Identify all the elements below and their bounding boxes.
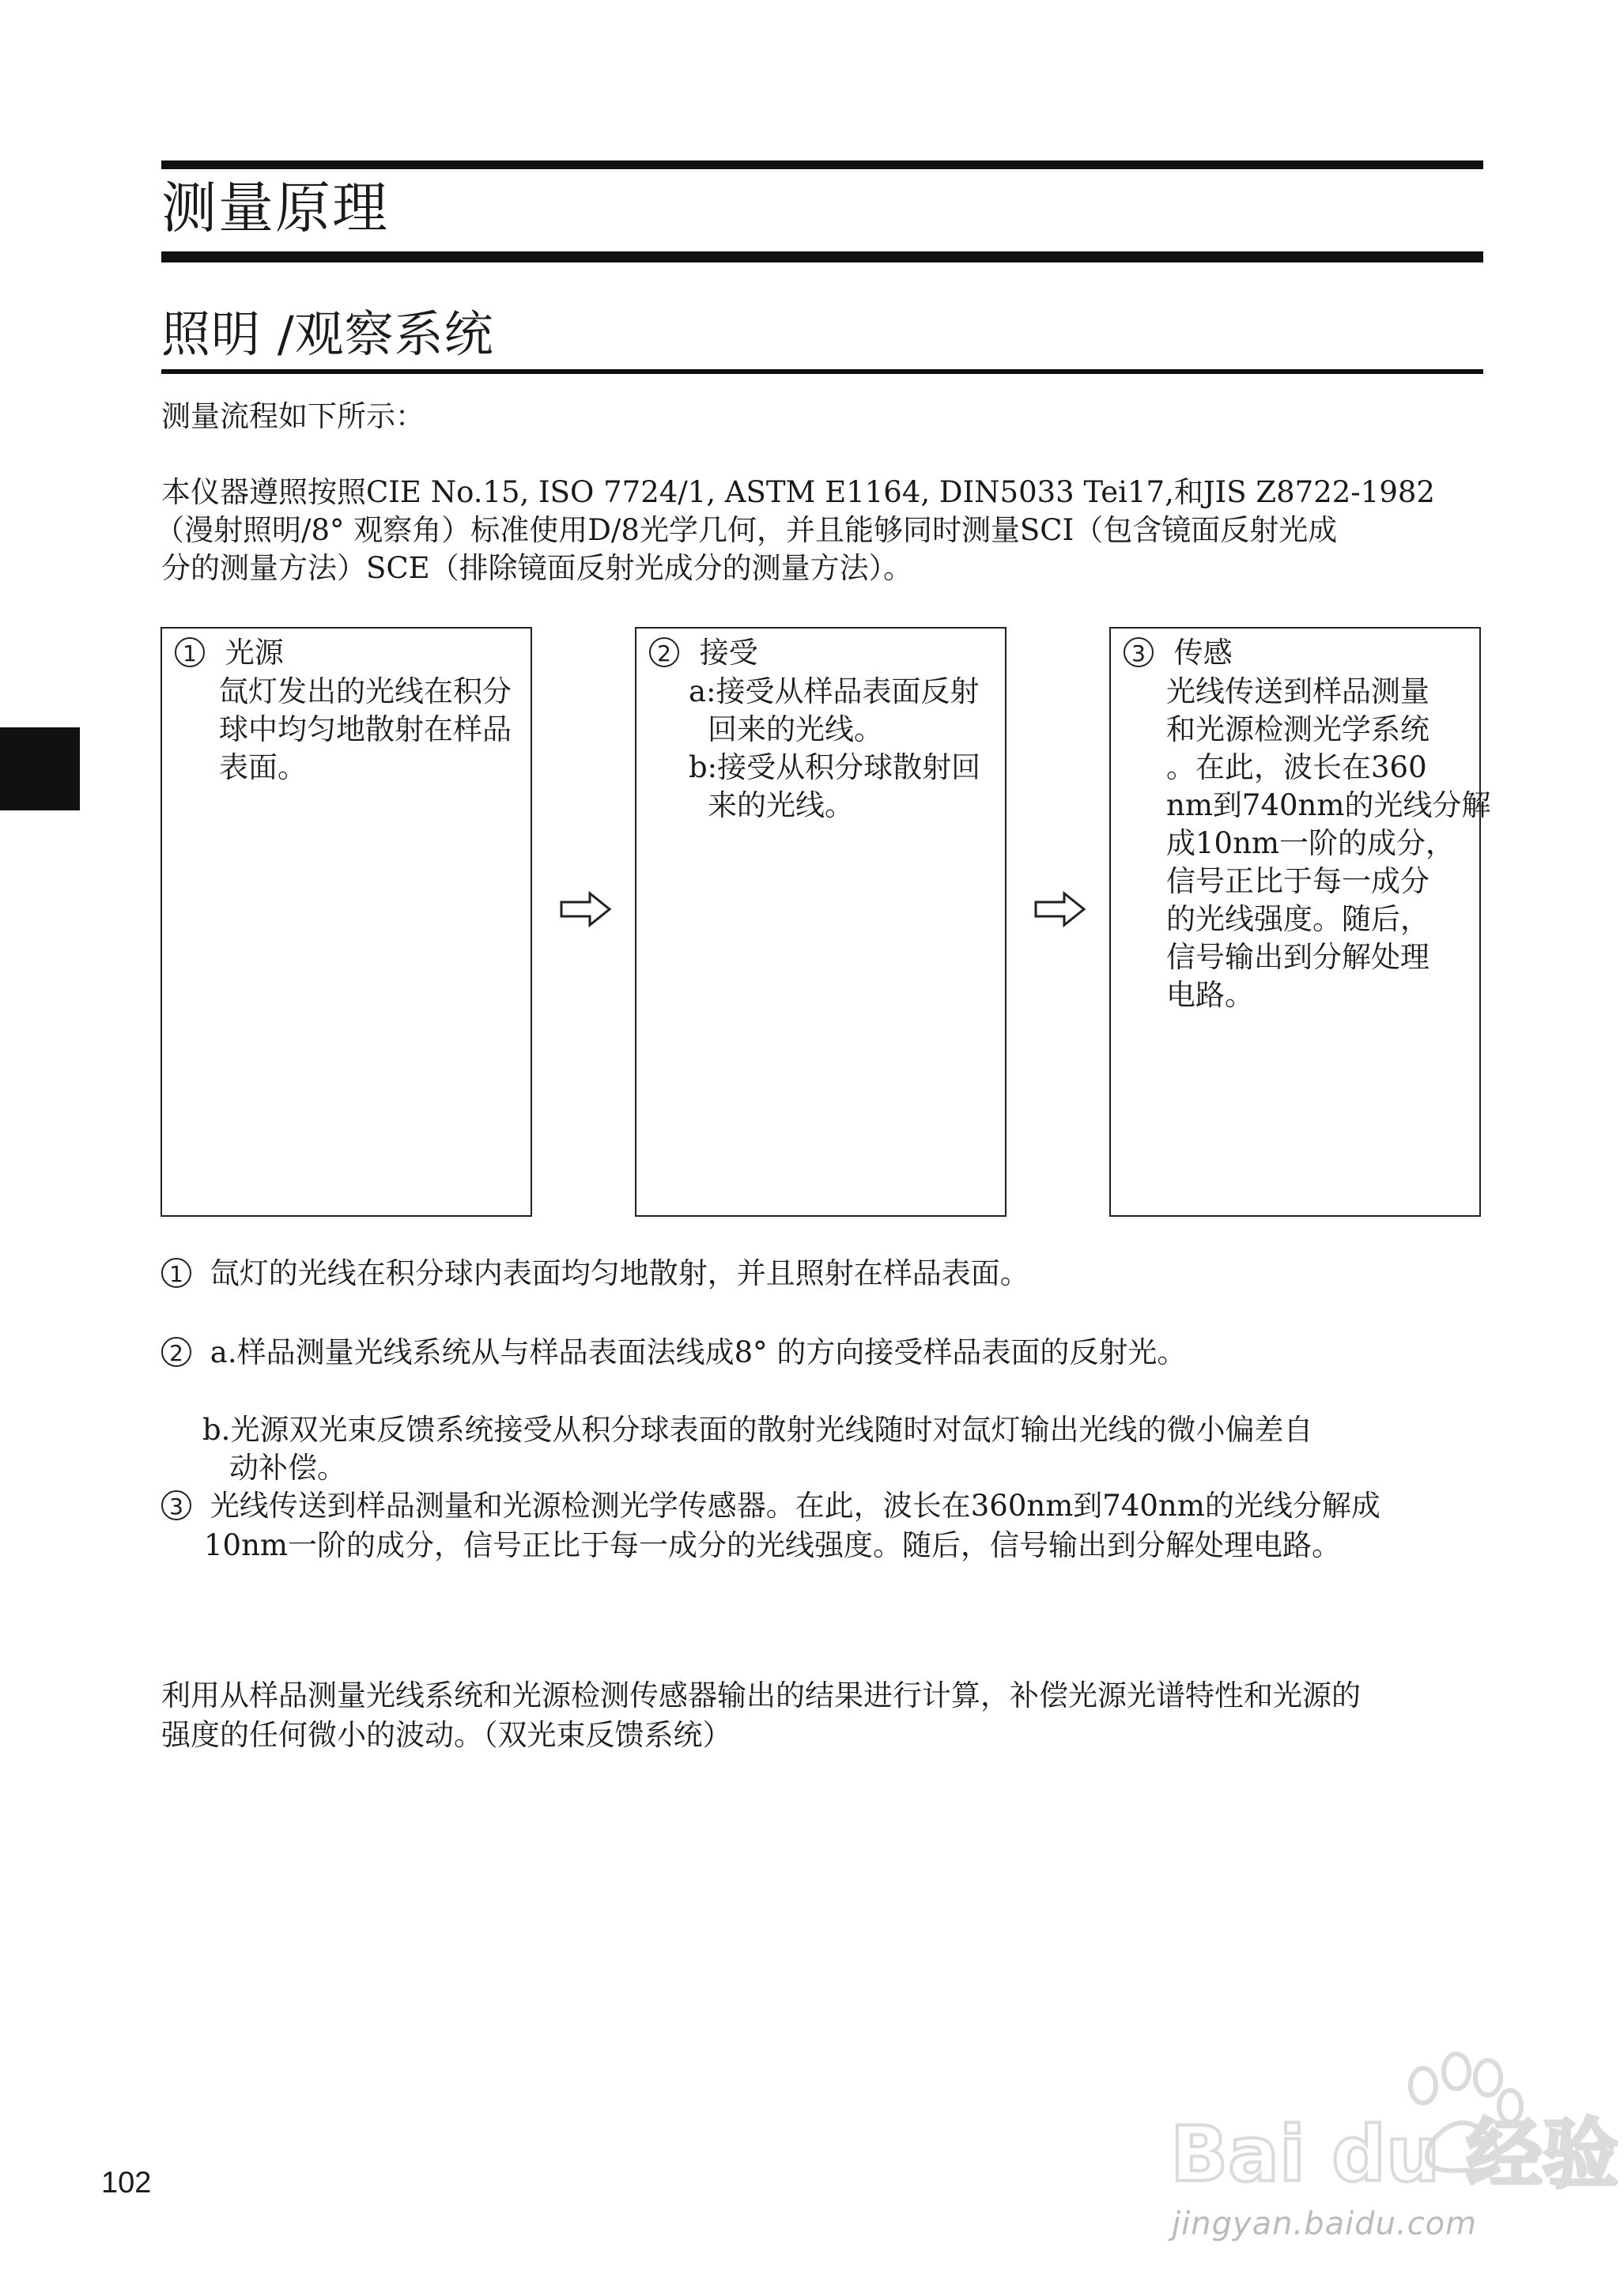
flow-box-line: 的光线强度。随后， xyxy=(1166,902,1429,936)
title-bottom-rule xyxy=(161,251,1483,262)
para1-line-3: 分的测量方法）SCE（排除镜面反射光成分的测量方法）。 xyxy=(161,551,913,585)
flow-box-line: 信号输出到分解处理 xyxy=(1166,940,1429,974)
para2-line-2: 强度的任何微小的波动。（双光束反馈系统） xyxy=(161,1718,732,1752)
flow-box-receive xyxy=(635,627,1007,1217)
right-arrow-icon xyxy=(1034,891,1086,927)
flow-box-light-source xyxy=(161,627,532,1217)
title-top-rule xyxy=(161,160,1483,169)
flow-box-line: 来的光线。 xyxy=(708,788,854,822)
para1-line-2: （漫射照明/8° 观察角）标准使用D/8光学几何，并且能够同时测量SCI（包含镜面反射光成 xyxy=(155,513,1338,547)
flow-box-line: 表面。 xyxy=(219,750,307,784)
watermark-brand-text: Bai du 经验 xyxy=(1170,2110,1618,2199)
flow-box-line: 信号正比于每一成分 xyxy=(1166,864,1429,898)
flow-box-title-text: 接受 xyxy=(699,636,758,670)
note-2b-line-2: 动补偿。 xyxy=(229,1451,346,1485)
flow-box-sensor xyxy=(1109,627,1491,1217)
flow-box-line: 回来的光线。 xyxy=(708,712,883,746)
right-arrow-icon xyxy=(560,891,612,927)
para1-line-1: 本仪器遵照按照CIE No.15, ISO 7724/1, ASTM E1164, DIN5033 Tei17,和JIS Z8722-1982 xyxy=(161,475,1435,509)
circled-number: 1 xyxy=(175,637,205,667)
flow-box-line: 光线传送到样品测量 xyxy=(1166,674,1429,708)
flow-box-title xyxy=(1124,633,1233,673)
intro-text: 测量流程如下所示： xyxy=(161,399,425,433)
chapter-tab-marker xyxy=(0,727,80,810)
note-3-line-1 xyxy=(161,1486,1380,1526)
flow-box-line: 球中均匀地散射在样品 xyxy=(219,712,512,746)
page-number: 102 xyxy=(101,2166,152,2199)
circled-number: 2 xyxy=(649,637,679,667)
flow-box-line: nm到740nm的光线分解 xyxy=(1166,788,1491,822)
flow-box-line: 成10nm一阶的成分， xyxy=(1166,826,1455,860)
note-text: 光线传送到样品测量和光源检测光学传感器。在此，波长在360nm到740nm的光线分解成 xyxy=(210,1489,1380,1523)
baidu-watermark-logo xyxy=(1162,2040,1618,2214)
flow-box-line: 氙灯发出的光线在积分 xyxy=(219,674,512,708)
circled-number: 3 xyxy=(1124,637,1154,667)
circled-number: 3 xyxy=(161,1490,191,1520)
flow-box-line: a:接受从样品表面反射 xyxy=(689,674,980,708)
note-1 xyxy=(161,1254,1029,1293)
flow-box-line: 电路。 xyxy=(1166,978,1254,1012)
note-3-line-2: 10nm一阶的成分，信号正比于每一成分的光线强度。随后，信号输出到分解处理电路。 xyxy=(204,1528,1341,1562)
note-text: 氙灯的光线在积分球内表面均匀地散射，并且照射在样品表面。 xyxy=(210,1256,1029,1290)
flow-box-title xyxy=(649,633,758,673)
flow-box-title-text: 光源 xyxy=(225,636,284,670)
flow-box-title xyxy=(175,633,284,673)
para2-line-1: 利用从样品测量光线系统和光源检测传感器输出的结果进行计算，补偿光源光谱特性和光源的 xyxy=(161,1678,1361,1712)
flow-box-line: 和光源检测光学系统 xyxy=(1166,712,1429,746)
flow-box-line: b:接受从积分球散射回 xyxy=(689,750,981,784)
circled-number: 2 xyxy=(161,1337,191,1367)
flow-box-title-text: 传感 xyxy=(1173,636,1233,670)
note-2a xyxy=(161,1333,1186,1373)
note-text: a.样品测量光线系统从与样品表面法线成8° 的方向接受样品表面的反射光。 xyxy=(210,1335,1187,1369)
watermark-url: jingyan.baidu.com xyxy=(1172,2206,1478,2242)
page-title: 测量原理 xyxy=(161,176,389,240)
flow-box-line: 。在此，波长在360 xyxy=(1166,750,1427,784)
circled-number: 1 xyxy=(161,1258,191,1288)
section-title: 照明 /观察系统 xyxy=(161,305,494,363)
section-rule xyxy=(161,369,1483,374)
note-2b-line-1: b.光源双光束反馈系统接受从积分球表面的散射光线随时对氙灯输出光线的微小偏差自 xyxy=(202,1413,1313,1447)
